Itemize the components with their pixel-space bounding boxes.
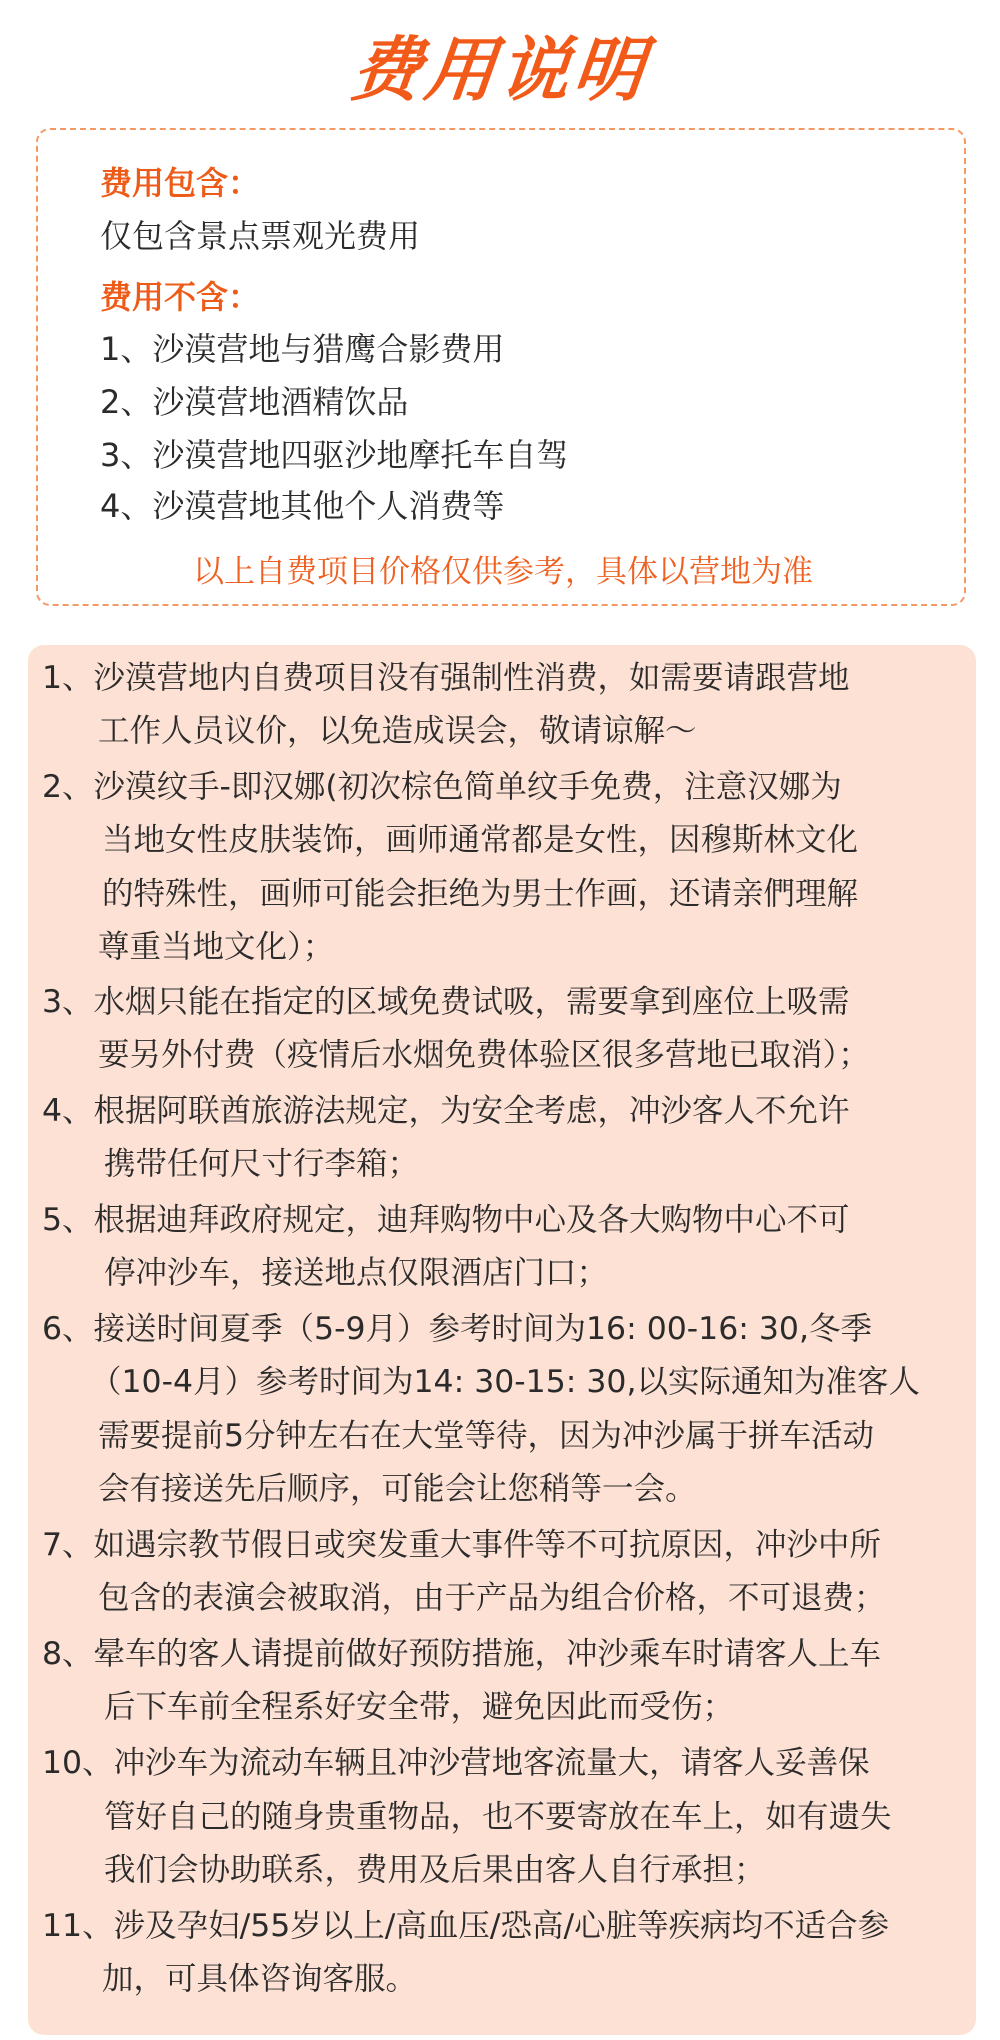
note-line: 加，可具体咨询客服。 [102,1961,418,1997]
note-line: 5、根据迪拜政府规定，迪拜购物中心及各大购物中心不可 [42,1202,850,1238]
note-line: 10、冲沙车为流动车辆且冲沙营地客流量大，请客人妥善保 [42,1745,870,1781]
note-line: 管好自己的随身贵重物品，也不要寄放在车上，如有遗失 [104,1799,892,1835]
note-line: 3、水烟只能在指定的区域免费试吸，需要拿到座位上吸需 [42,984,850,1020]
fee-excluded-item: 3、沙漠营地四驱沙地摩托车自驾 [100,436,569,474]
fee-excluded-item: 2、沙漠营地酒精饮品 [100,383,409,421]
note-line: 7、如遇宗教节假日或突发重大事件等不可抗原因，冲沙中所 [42,1527,882,1563]
fee-excluded-item: 1、沙漠营地与猎鹰合影费用 [100,330,505,368]
note-line: 后下车前全程系好安全带，避免因此而受伤； [104,1689,735,1725]
note-line: 尊重当地文化）； [98,929,335,965]
note-line: 6、接送时间夏季（5-9月）参考时间为16: 00-16: 30,冬季 [42,1311,872,1347]
note-line: 4、根据阿联酋旅游法规定，为安全考虑，冲沙客人不允许 [42,1093,850,1129]
note-line: 要另外付费（疫情后水烟免费体验区很多营地已取消）； [98,1037,870,1073]
note-line: 8、晕车的客人请提前做好预防措施，冲沙乘车时请客人上车 [42,1636,882,1672]
note-line: 当地女性皮肤装饰，画师通常都是女性，因穆斯林文化 [102,822,859,858]
note-line: 工作人员议价，以免造成误会，敬请谅解～ [98,713,697,749]
fee-included-heading: 费用包含： [100,164,261,202]
note-line: 1、沙漠营地内自费项目没有强制性消费，如需要请跟营地 [42,660,850,696]
note-line: 需要提前5分钟左右在大堂等待，因为冲沙属于拼车活动 [98,1418,875,1454]
fee-description-card [36,128,966,606]
note-line: 11、涉及孕妇/55岁以上/高血压/恐高/心脏等疾病均不适合参 [42,1908,890,1944]
fee-excluded-item: 4、沙漠营地其他个人消费等 [100,487,505,525]
note-line: 携带任何尺寸行李箱； [104,1146,420,1182]
fee-included-text: 仅包含景点票观光费用 [100,217,421,255]
fee-reference-note: 以上自费项目价格仅供参考，具体以营地为准 [193,554,813,590]
note-line: （10-4月）参考时间为14: 30-15: 30,以实际通知为准客人 [90,1364,920,1400]
note-line: 包含的表演会被取消，由于产品为组合价格，不可退费； [98,1580,886,1616]
note-line: 2、沙漠纹手-即汉娜(初次棕色简单纹手免费，注意汉娜为 [42,769,842,805]
fee-excluded-heading: 费用不含： [100,278,261,316]
note-line: 停冲沙车，接送地点仅限酒店门口； [104,1255,609,1291]
notes-card [28,645,976,2035]
page-title: 费用说明 [347,29,652,111]
note-line: 我们会协助联系，费用及后果由客人自行承担； [104,1852,766,1888]
note-line: 会有接送先后顺序，可能会让您稍等一会。 [98,1471,697,1507]
note-line: 的特殊性，画师可能会拒绝为男士作画，还请亲們理解 [102,876,859,912]
